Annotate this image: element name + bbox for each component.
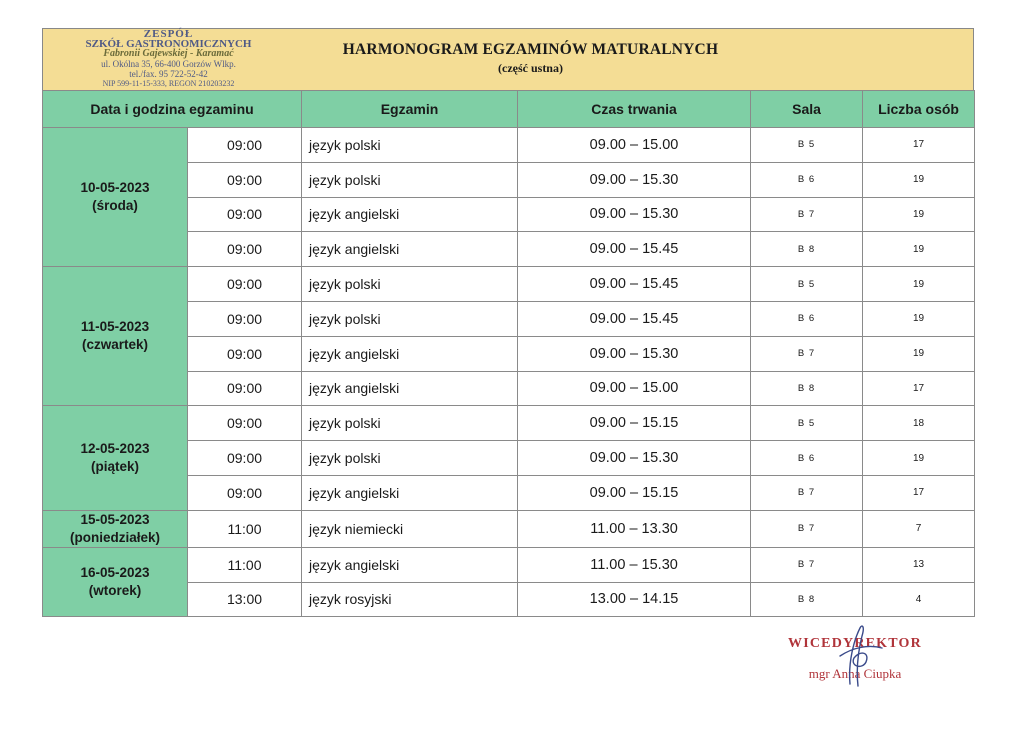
exam-day: (poniedziałek): [69, 529, 160, 545]
count-cell: 13: [863, 547, 975, 582]
exam-cell: język niemiecki: [302, 510, 518, 547]
exam-date: 15-05-2023: [80, 511, 150, 527]
room-cell: B 6: [751, 441, 863, 476]
duration-cell: 09.00 – 15.30: [518, 197, 751, 232]
duration-cell: 11.00 – 13.30: [518, 510, 751, 547]
time-cell: 11:00: [188, 510, 302, 547]
exam-cell: język rosyjski: [302, 582, 518, 617]
page-subtitle: (część ustna): [498, 61, 563, 75]
table-body: [43, 128, 975, 617]
time-cell: 09:00: [188, 267, 302, 302]
duration-cell: 09.00 – 15.00: [518, 128, 751, 163]
stamp-line-2: SZKÓŁ GASTRONOMICZNYCH: [85, 38, 252, 50]
stamp-line-5: tel./fax. 95 722-52-42: [129, 69, 208, 79]
date-cell: [43, 547, 188, 617]
room-cell: B 5: [751, 267, 863, 302]
time-cell: 09:00: [188, 406, 302, 441]
table-header-row: [43, 91, 975, 128]
duration-cell: 09.00 – 15.30: [518, 441, 751, 476]
time-cell: 09:00: [188, 441, 302, 476]
room-cell: B 7: [751, 547, 863, 582]
count-cell: 19: [863, 267, 975, 302]
duration-cell: 09.00 – 15.30: [518, 162, 751, 197]
title-block: [273, 41, 788, 76]
time-cell: 09:00: [188, 301, 302, 336]
exam-date: 10-05-2023: [80, 180, 150, 196]
count-cell: 17: [863, 371, 975, 406]
duration-cell: 09.00 – 15.15: [518, 475, 751, 510]
exam-cell: język angielski: [302, 371, 518, 406]
table-row: [43, 128, 975, 163]
exam-cell: język polski: [302, 162, 518, 197]
room-cell: B 7: [751, 475, 863, 510]
count-cell: 19: [863, 197, 975, 232]
time-cell: 13:00: [188, 582, 302, 617]
date-cell: [43, 406, 188, 510]
room-cell: B 8: [751, 371, 863, 406]
duration-cell: 09.00 – 15.45: [518, 232, 751, 267]
count-cell: 18: [863, 406, 975, 441]
duration-cell: 09.00 – 15.45: [518, 267, 751, 302]
count-cell: 19: [863, 336, 975, 371]
date-cell: [43, 510, 188, 547]
room-cell: B 7: [751, 336, 863, 371]
column-header-duration: Czas trwania: [518, 91, 751, 128]
room-cell: B 8: [751, 232, 863, 267]
exam-cell: język polski: [302, 441, 518, 476]
exam-cell: język angielski: [302, 232, 518, 267]
time-cell: 09:00: [188, 197, 302, 232]
exam-cell: język angielski: [302, 197, 518, 232]
signature-title: WICEDYREKTOR: [788, 636, 922, 651]
count-cell: 19: [863, 232, 975, 267]
exam-day: (piątek): [90, 459, 139, 475]
stamp-line-6: NIP 599-11-15-333, REGON 210203232: [102, 79, 235, 88]
signature-scribble-icon: [810, 622, 900, 692]
room-cell: B 5: [751, 128, 863, 163]
table-row: [43, 406, 975, 441]
room-cell: B 8: [751, 582, 863, 617]
duration-cell: 09.00 – 15.15: [518, 406, 751, 441]
time-cell: 09:00: [188, 336, 302, 371]
count-cell: 17: [863, 128, 975, 163]
count-cell: 19: [863, 301, 975, 336]
stamp-line-1: ZESPÓŁ: [143, 28, 194, 40]
signature-name: mgr Anna Ciupka: [808, 666, 902, 681]
count-cell: 7: [863, 510, 975, 547]
exam-date: 12-05-2023: [80, 441, 150, 457]
count-cell: 4: [863, 582, 975, 617]
school-stamp: [51, 29, 286, 89]
duration-cell: 13.00 – 14.15: [518, 582, 751, 617]
count-cell: 19: [863, 162, 975, 197]
exam-cell: język polski: [302, 267, 518, 302]
time-cell: 09:00: [188, 475, 302, 510]
room-cell: B 7: [751, 197, 863, 232]
count-cell: 19: [863, 441, 975, 476]
exam-cell: język angielski: [302, 475, 518, 510]
exam-cell: język polski: [302, 406, 518, 441]
exam-day: (wtorek): [88, 583, 142, 599]
room-cell: B 7: [751, 510, 863, 547]
table-row: [43, 510, 975, 547]
exam-cell: język angielski: [302, 336, 518, 371]
column-header-exam: Egzamin: [302, 91, 518, 128]
column-header-room: Sala: [751, 91, 863, 128]
time-cell: 09:00: [188, 232, 302, 267]
duration-cell: 09.00 – 15.00: [518, 371, 751, 406]
exam-date: 16-05-2023: [80, 565, 150, 581]
schedule-sheet: [42, 28, 974, 617]
time-cell: 11:00: [188, 547, 302, 582]
time-cell: 09:00: [188, 162, 302, 197]
duration-cell: 11.00 – 15.30: [518, 547, 751, 582]
column-header-count: Liczba osób: [863, 91, 975, 128]
count-cell: 17: [863, 475, 975, 510]
room-cell: B 6: [751, 162, 863, 197]
signature-block: [770, 628, 940, 682]
document-header: [42, 28, 974, 90]
room-cell: B 5: [751, 406, 863, 441]
exam-date: 11-05-2023: [80, 319, 150, 335]
table-row: [43, 547, 975, 582]
date-cell: [43, 128, 188, 267]
table-row: [43, 267, 975, 302]
exam-schedule-table: [42, 90, 975, 617]
duration-cell: 09.00 – 15.45: [518, 301, 751, 336]
stamp-line-3: Fabronii Gajewskiej - Karamać: [103, 48, 234, 59]
exam-cell: język polski: [302, 301, 518, 336]
stamp-line-4: ul. Okólna 35, 66-400 Gorzów Wlkp.: [101, 59, 236, 69]
page-title: HARMONOGRAM EGZAMINÓW MATURALNYCH: [342, 41, 719, 58]
exam-day: (środa): [92, 198, 138, 214]
duration-cell: 09.00 – 15.30: [518, 336, 751, 371]
exam-cell: język polski: [302, 128, 518, 163]
time-cell: 09:00: [188, 128, 302, 163]
room-cell: B 6: [751, 301, 863, 336]
exam-cell: język angielski: [302, 547, 518, 582]
exam-day: (czwartek): [81, 337, 149, 353]
column-header-date: Data i godzina egzaminu: [43, 91, 302, 128]
date-cell: [43, 267, 188, 406]
time-cell: 09:00: [188, 371, 302, 406]
